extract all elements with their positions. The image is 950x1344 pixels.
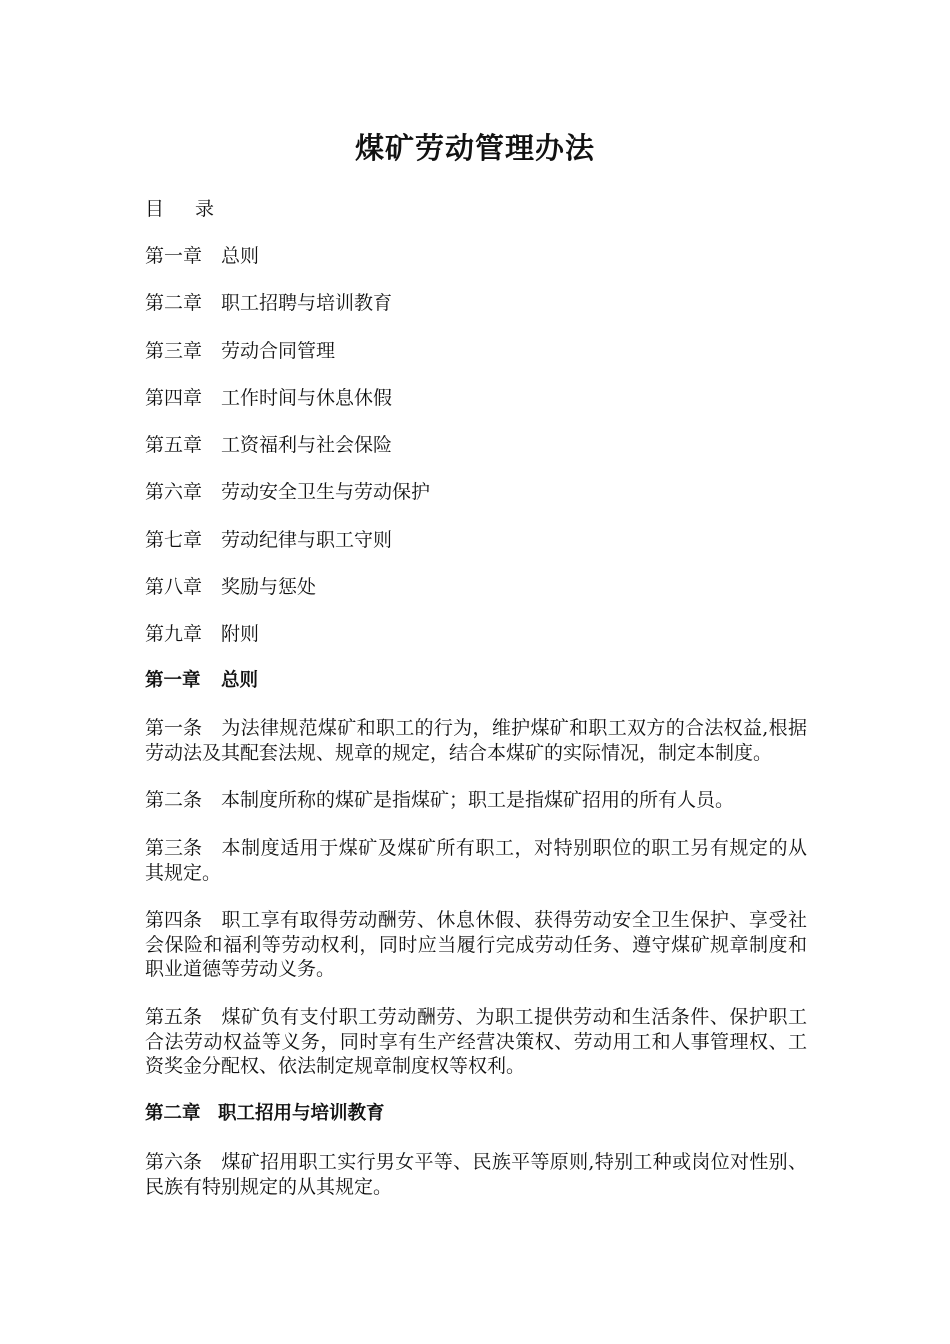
toc-item-title: 附则 — [221, 623, 260, 646]
article-paragraph — [145, 908, 807, 982]
article-text: 本制度适用于煤矿及煤矿所有职工，对特别职位的职工另有规定的从其规定。 — [145, 837, 807, 884]
toc-item-number: 第九章 — [145, 623, 203, 646]
toc-item — [145, 432, 805, 458]
toc-item — [145, 338, 805, 364]
article-text: 煤矿招用职工实行男女平等、民族平等原则,特别工种或岗位对性别、民族有特别规定的从其规定。 — [145, 1151, 807, 1198]
article-number: 第四条 — [145, 909, 203, 931]
toc-item-number: 第六章 — [145, 481, 203, 504]
toc-item-title: 劳动纪律与职工守则 — [221, 528, 393, 551]
article-number: 第二条 — [145, 789, 203, 811]
toc-item-title: 职工招聘与培训教育 — [221, 292, 393, 315]
toc-item — [145, 574, 805, 600]
toc-item-title: 工资福利与社会保险 — [221, 434, 393, 457]
toc-item-number: 第三章 — [145, 339, 203, 362]
article-text: 本制度所称的煤矿是指煤矿；职工是指煤矿招用的所有人员。 — [221, 789, 735, 811]
article-text: 为法律规范煤矿和职工的行为，维护煤矿和职工双方的合法权益,根据劳动法及其配套法规、规章的规定，结合本煤矿的实际情况，制定本制度。 — [145, 717, 807, 764]
chapter-title: 职工招用与培训教育 — [218, 1103, 385, 1124]
toc-item-number: 第四章 — [145, 386, 203, 409]
toc-item-title: 工作时间与休息休假 — [221, 386, 393, 409]
toc-item — [145, 479, 805, 505]
article-number: 第一条 — [145, 717, 203, 739]
toc-item — [145, 621, 805, 647]
toc-item-number: 第八章 — [145, 576, 203, 599]
toc-item-title: 劳动合同管理 — [221, 339, 336, 362]
toc-item-number: 第五章 — [145, 434, 203, 457]
table-of-contents — [145, 243, 805, 669]
toc-item-number: 第七章 — [145, 528, 203, 551]
chapter-heading — [145, 1101, 385, 1127]
toc-item-number: 第二章 — [145, 292, 203, 315]
article-number: 第六条 — [145, 1151, 203, 1173]
article-paragraph — [145, 716, 807, 765]
article-number: 第五条 — [145, 1006, 203, 1028]
toc-item — [145, 527, 805, 553]
toc-item-title: 奖励与惩处 — [221, 576, 317, 599]
toc-heading: 目 录 — [145, 198, 221, 220]
article-paragraph — [145, 1005, 807, 1079]
toc-item-title: 总则 — [221, 245, 260, 267]
article-paragraph — [145, 788, 807, 813]
toc-item — [145, 290, 805, 316]
article-number: 第三条 — [145, 837, 203, 859]
chapter-number: 第二章 — [145, 1103, 201, 1124]
chapter-title: 总则 — [221, 670, 259, 691]
article-paragraph — [145, 836, 807, 885]
chapter-number: 第一章 — [145, 670, 201, 691]
article-paragraph — [145, 1150, 807, 1199]
toc-item-number: 第一章 — [145, 245, 203, 267]
article-text: 煤矿负有支付职工劳动酬劳、为职工提供劳动和生活条件、保护职工合法劳动权益等义务，同时享有生产经营决策权、劳动用工和人事管理权、工资奖金分配权、依法制定规章制度权等权利。 — [145, 1006, 807, 1077]
chapter-heading — [145, 668, 258, 694]
toc-item — [145, 243, 805, 269]
toc-item-title: 劳动安全卫生与劳动保护 — [221, 481, 431, 504]
document-title: 煤矿劳动管理办法 — [354, 131, 595, 165]
article-text: 职工享有取得劳动酬劳、休息休假、获得劳动安全卫生保护、享受社会保险和福利等劳动权利，同时应当履行完成劳动任务、遵守煤矿规章制度和职业道德等劳动义务。 — [145, 909, 807, 980]
toc-item — [145, 385, 805, 411]
